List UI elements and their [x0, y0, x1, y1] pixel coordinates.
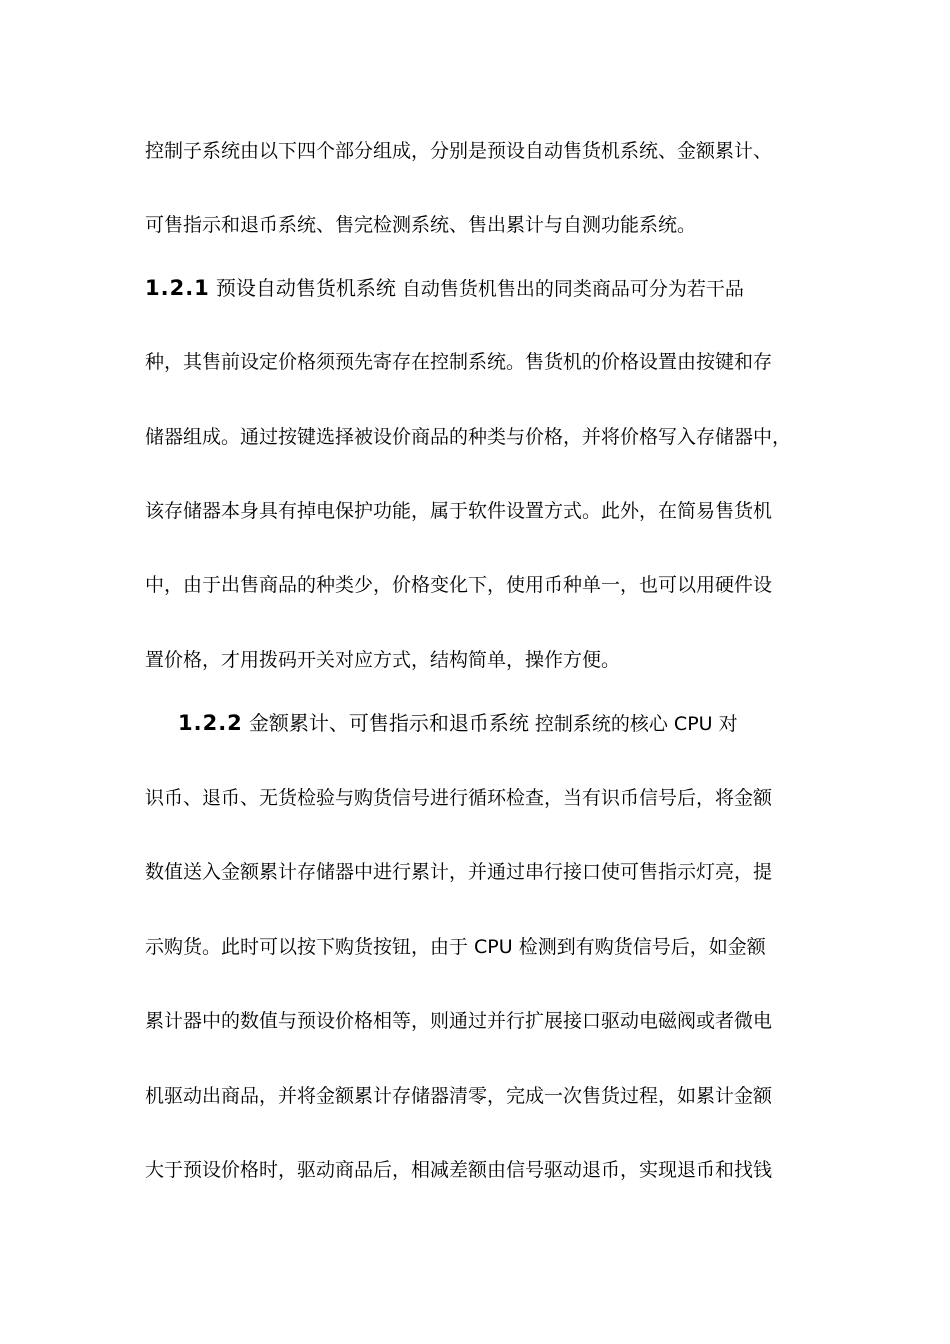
paragraph-line: 中，由于出售商品的种类少，价格变化下，使用币种单一，也可以用硬件设	[145, 574, 773, 596]
paragraph-line: 识币、退币、无货检验与购货信号进行循环检查，当有识币信号后，将金额	[145, 787, 773, 809]
section-number: 1.2.1	[145, 276, 210, 300]
section-title: 金额累计、可售指示和退币系统	[248, 711, 529, 735]
paragraph-line: 该存储器本身具有掉电保护功能，属于软件设置方式。此外，在简易售货机	[145, 500, 773, 522]
paragraph-line: 置价格，才用拨码开关对应方式，结构简单，操作方便。	[145, 649, 621, 671]
section-2-heading-line	[178, 711, 738, 736]
paragraph-line: 数值送入金额累计存储器中进行累计，并通过串行接口使可售指示灯亮，提	[145, 861, 773, 883]
section-1-heading-line	[145, 276, 744, 301]
paragraph-line: 可售指示和退币系统、售完检测系统、售出累计与自测功能系统。	[145, 214, 697, 236]
paragraph-text: 控制系统的核心 CPU 对	[534, 713, 738, 735]
paragraph-line: 示购货。此时可以按下购货按钮，由于 CPU 检测到有购货信号后，如金额	[145, 936, 766, 958]
paragraph-text: 自动售货机售出的同类商品可分为若干品	[401, 278, 744, 300]
paragraph-line: 控制子系统由以下四个部分组成，分别是预设自动售货机系统、金额累计、	[145, 140, 773, 162]
section-title: 预设自动售货机系统	[215, 276, 396, 300]
paragraph-line: 累计器中的数值与预设价格相等，则通过并行扩展接口驱动电磁阀或者微电	[145, 1010, 773, 1032]
paragraph-line: 大于预设价格时，驱动商品后，相减差额由信号驱动退币，实现退币和找钱	[145, 1159, 773, 1181]
paragraph-line: 储器组成。通过按键选择被设价商品的种类与价格，并将价格写入存储器中，	[145, 426, 792, 448]
paragraph-line: 种，其售前设定价格须预先寄存在控制系统。售货机的价格设置由按键和存	[145, 351, 773, 373]
section-number: 1.2.2	[178, 711, 243, 735]
paragraph-line: 机驱动出商品，并将金额累计存储器清零，完成一次售货过程，如累计金额	[145, 1085, 773, 1107]
